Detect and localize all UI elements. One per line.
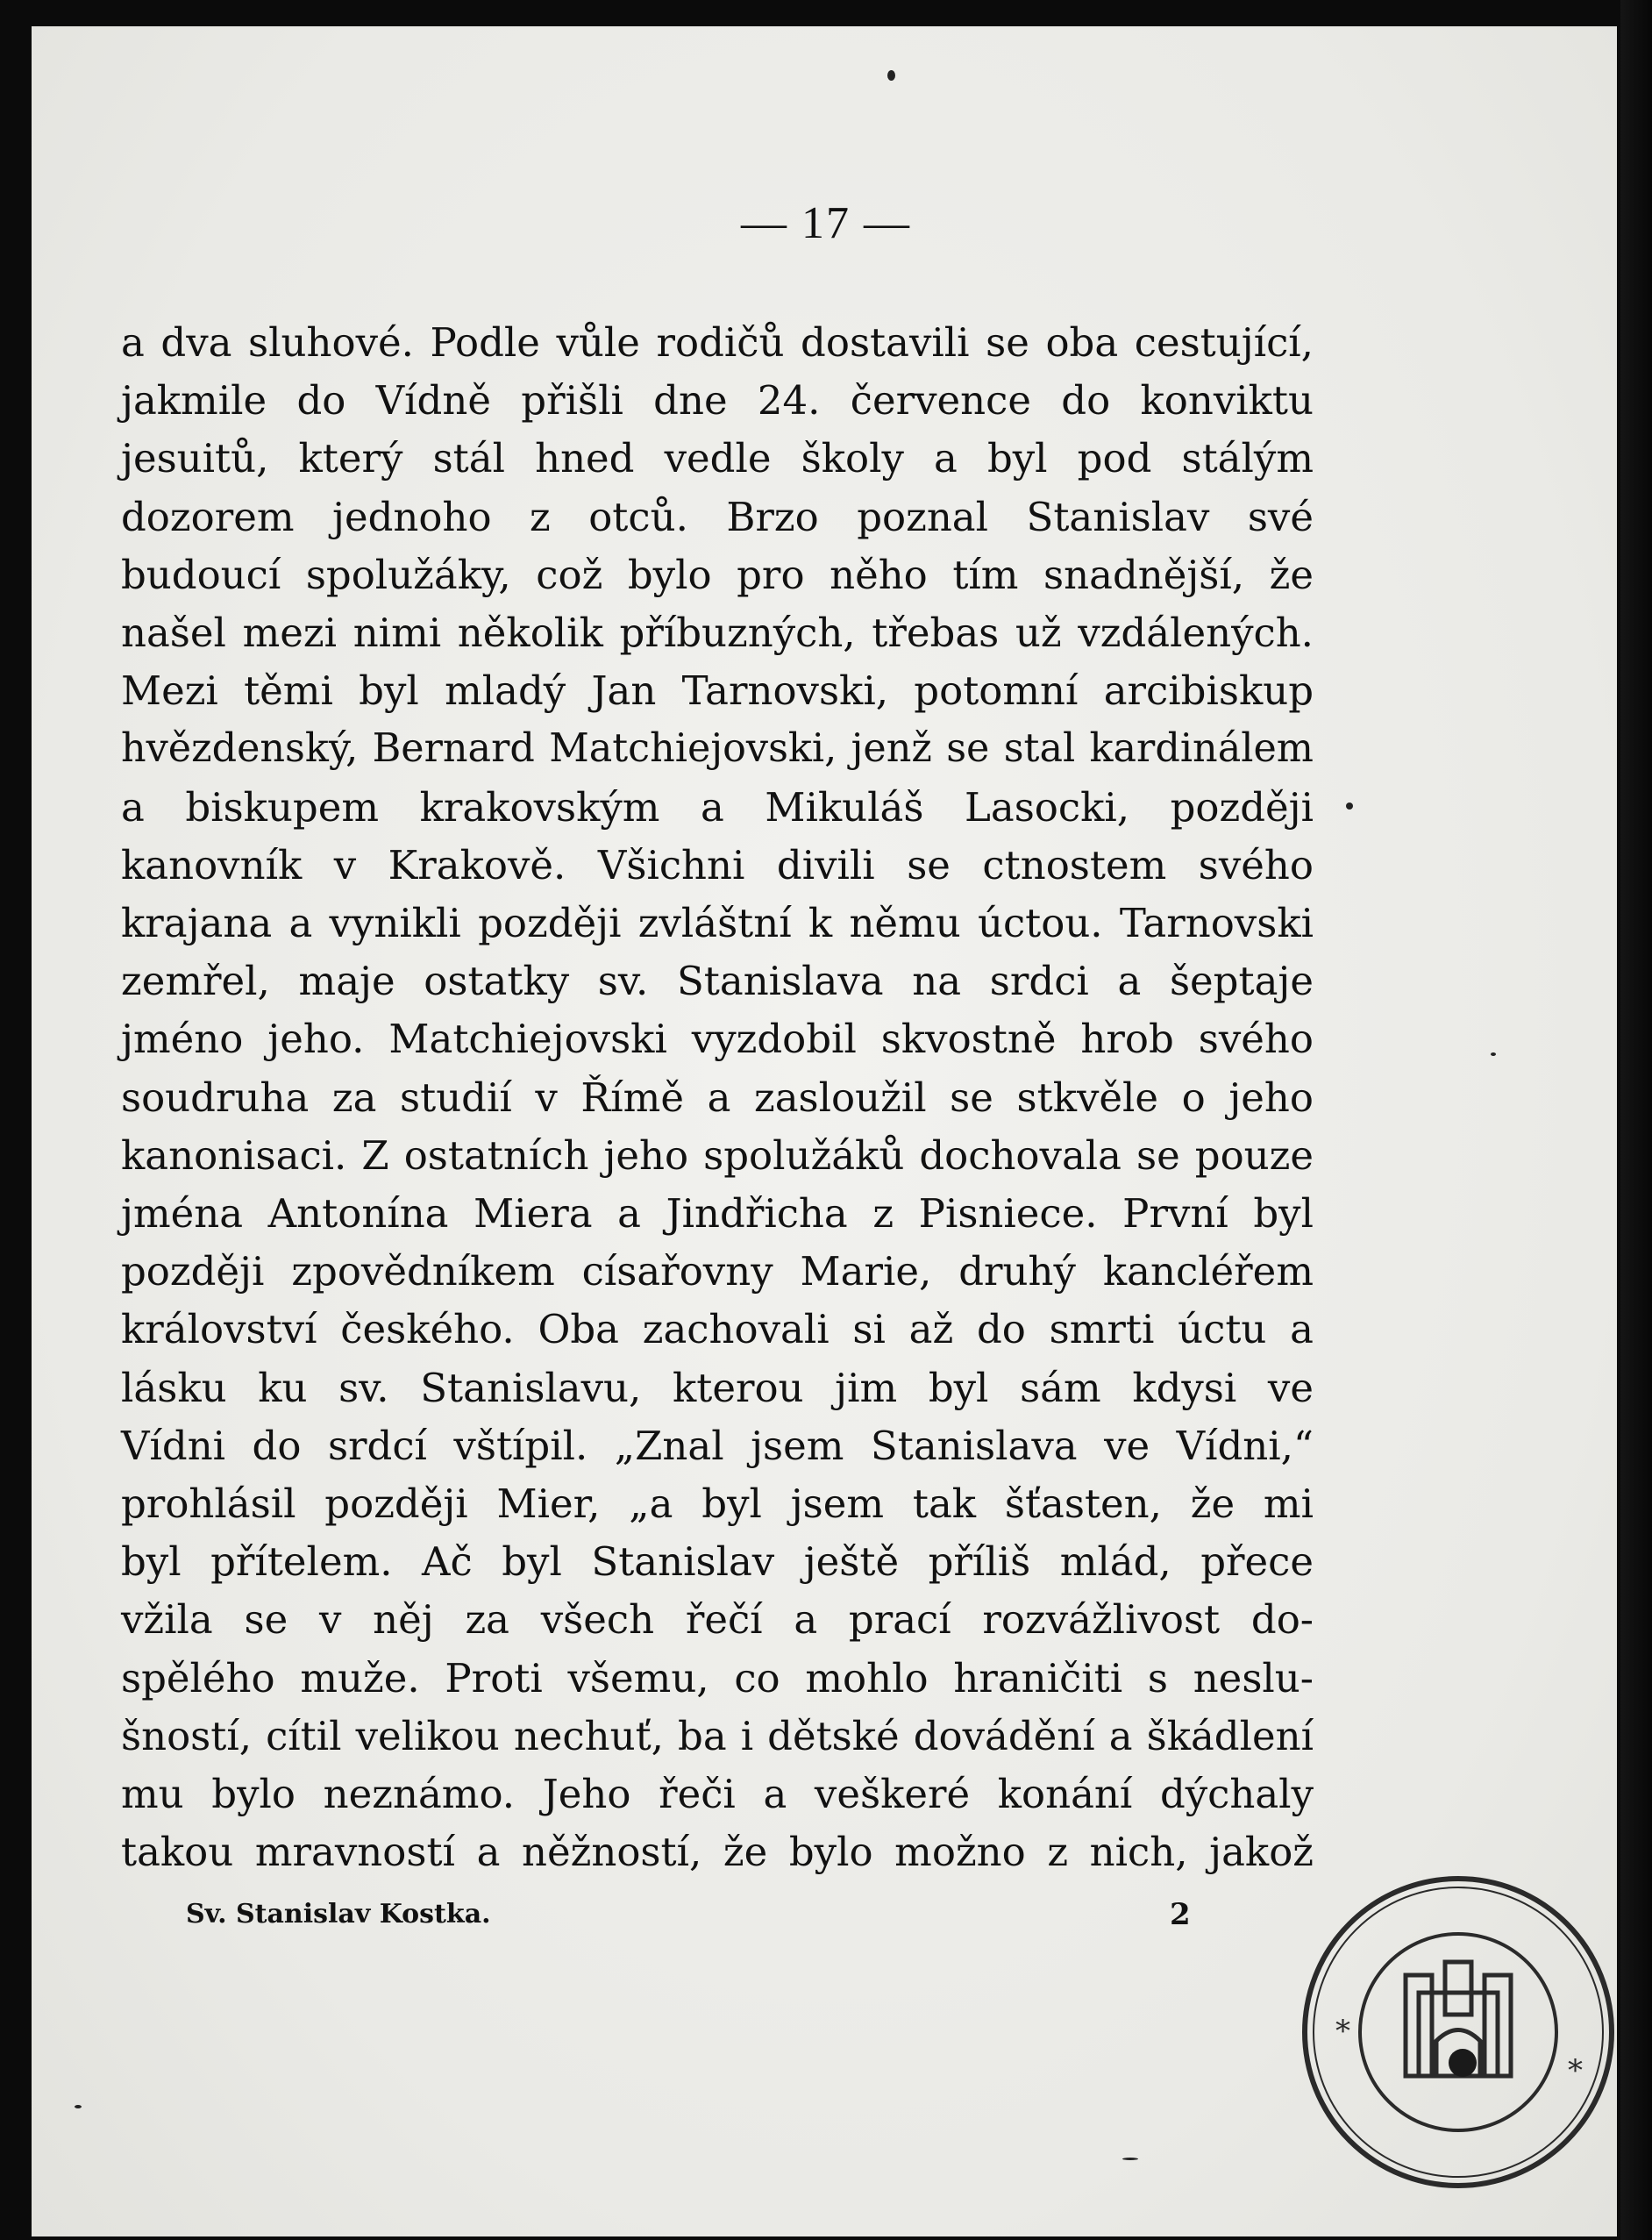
print-speck bbox=[1491, 1052, 1496, 1056]
text-line: jesuitů, který stál hned vedle školy a byl pod stálým bbox=[121, 435, 1314, 482]
page-number: — 17 — bbox=[741, 198, 911, 248]
text-line: vžila se v něj za všech řečí a prací rozvážlivost do- bbox=[121, 1596, 1314, 1644]
body-text bbox=[121, 314, 1314, 1881]
text-line: našel mezi nimi několik příbuzných, třebas už vzdálených. bbox=[121, 610, 1314, 657]
text-line: jména Antonína Miera a Jindřicha z Pisniece. První byl bbox=[121, 1190, 1314, 1238]
text-line: mu bylo neznámo. Jeho řeči a veškeré konání dýchaly bbox=[121, 1771, 1314, 1818]
text-line: a dva sluhové. Podle vůle rodičů dostavili se oba cestující, bbox=[121, 319, 1314, 366]
text-line: kanonisaci. Z ostatních jeho spolužáků dochovala se pouze bbox=[121, 1131, 1314, 1179]
print-speck bbox=[75, 2105, 82, 2108]
text-line: budoucí spolužáky, což bylo pro něho tím snadnější, že bbox=[121, 551, 1314, 598]
text-line: prohlásil později Mier, „a byl jsem tak šťasten, že mi bbox=[121, 1480, 1314, 1528]
library-stamp bbox=[1287, 1861, 1629, 2203]
svg-text:*: * bbox=[1335, 2014, 1350, 2049]
text-line: spělého muže. Proti všemu, co mohlo hraničiti s neslu- bbox=[121, 1654, 1314, 1701]
text-line: Mezi těmi byl mladý Jan Tarnovski, potomní arcibiskup bbox=[121, 667, 1314, 715]
text-line: byl přítelem. Ač byl Stanislav ještě příliš mlád, přece bbox=[121, 1538, 1314, 1586]
text-line: a biskupem krakovským a Mikuláš Lasocki, později bbox=[121, 783, 1314, 831]
text-line: později zpovědníkem císařovny Marie, druhý kancléřem bbox=[121, 1248, 1314, 1295]
text-line: lásku ku sv. Stanislavu, kterou jim byl sám kdysi ve bbox=[121, 1364, 1314, 1411]
signature-mark: 2 bbox=[1170, 1897, 1191, 1932]
text-line: takou mravností a něžností, že bylo možno z nich, jakož bbox=[121, 1829, 1314, 1876]
text-line: krajana a vynikli později zvláštní k němu úctou. Tarnovski bbox=[121, 900, 1314, 947]
text-line: Vídni do srdcí vštípil. „Znal jsem Stanislava ve Vídni,“ bbox=[121, 1422, 1314, 1469]
text-line: jméno jeho. Matchiejovski vyzdobil skvostně hrob svého bbox=[121, 1016, 1314, 1063]
text-line: zemřel, maje ostatky sv. Stanislava na srdci a šeptaje bbox=[121, 958, 1314, 1005]
text-line: soudruha za studií v Římě a zasloužil se stkvěle o jeho bbox=[121, 1074, 1314, 1121]
text-line: kanovník v Krakově. Všichni divili se ctnostem svého bbox=[121, 841, 1314, 888]
footer-book-title: Sv. Stanislav Kostka. bbox=[186, 1899, 491, 1930]
svg-text:*: * bbox=[1568, 2053, 1583, 2088]
print-speck bbox=[1346, 803, 1353, 810]
text-line: jakmile do Vídně přišli dne 24. července do konviktu bbox=[121, 377, 1314, 424]
text-line: dozorem jednoho z otců. Brzo poznal Stanislav své bbox=[121, 493, 1314, 540]
text-line: království českého. Oba zachovali si až do smrti úctu a bbox=[121, 1306, 1314, 1353]
text-line: hvězdenský, Bernard Matchiejovski, jenž se stal kardinálem bbox=[121, 726, 1314, 772]
print-speck bbox=[887, 70, 895, 81]
print-speck bbox=[1122, 2158, 1138, 2160]
text-line: šností, cítil velikou nechuť, ba i dětské dovádění a škádlení bbox=[121, 1712, 1314, 1759]
